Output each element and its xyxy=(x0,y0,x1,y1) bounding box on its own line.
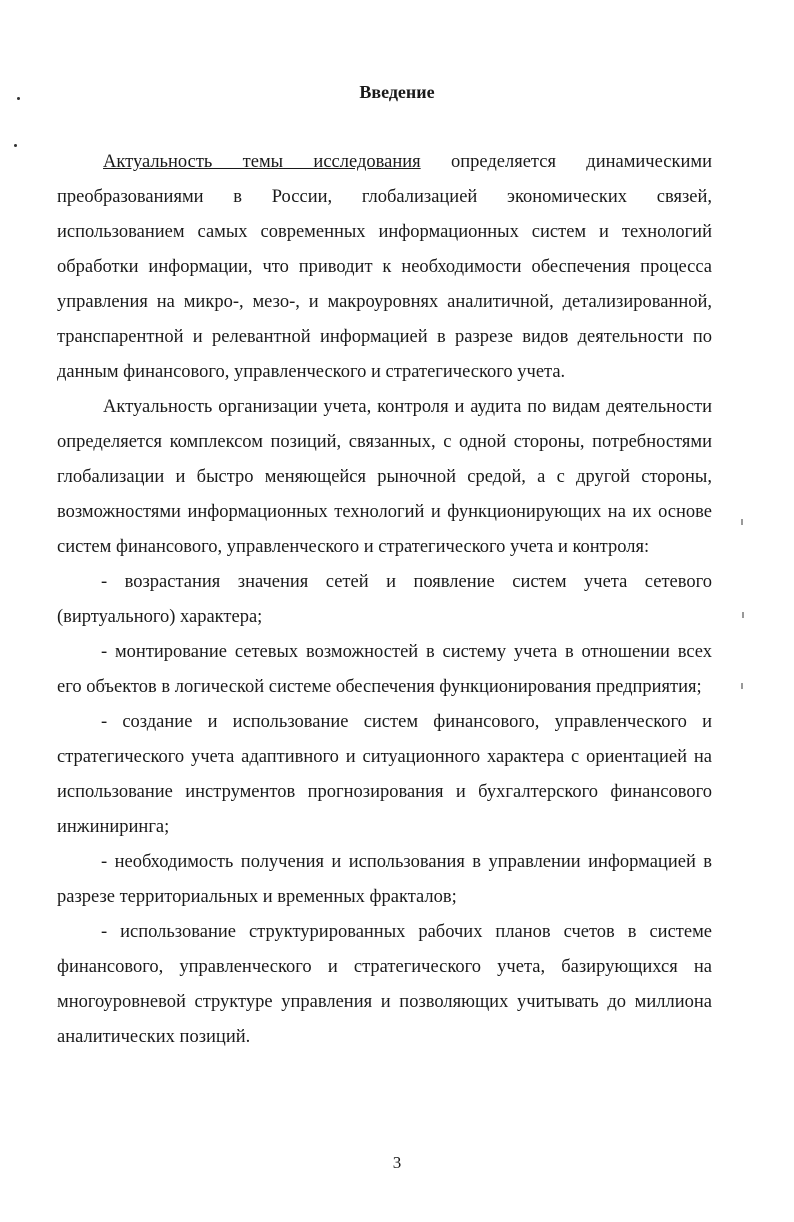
scan-speck xyxy=(742,612,744,618)
underlined-lead: Актуальность темы исследования xyxy=(103,152,421,172)
list-item: - использование структурированных рабочих планов счетов в системе финансового, управленческого и стратегического учета, базирующихся на многоуровневой структуре управления и позволяющих учитывать до миллиона аналитических позиций. xyxy=(57,922,712,1047)
page-title: Введение xyxy=(359,82,435,102)
list-item: - необходимость получения и использования в управлении информацией в разрезе территориальных и временных фракталов; xyxy=(57,852,712,907)
paragraph-text: определяется динамическими преобразованиями в России, глобализацией экономических связей, использованием самых современных информационных систем и технологий обработки информации, что приводит к необходимости обеспечения процесса управления на микро-, мезо-, и макроуровнях аналитичной, детализированной, транспарентной и релевантной информацией в разрезе видов деятельности по данным финансового, управленческого и стратегического учета. xyxy=(57,152,712,382)
list-item: - создание и использование систем финансового, управленческого и стратегического учета адаптивного и ситуационного характера с ориентацией на использование инструментов прогнозирования и бухгалтерского финансового инжиниринга; xyxy=(57,712,712,837)
scan-speck xyxy=(741,683,743,689)
page-number: 3 xyxy=(392,1153,402,1172)
paragraph xyxy=(57,145,712,390)
list-item: - монтирование сетевых возможностей в систему учета в отношении всех его объектов в логической системе обеспечения функционирования предприятия; xyxy=(57,642,712,697)
list-item: - возрастания значения сетей и появление систем учета сетевого (виртуального) характера; xyxy=(57,572,712,627)
paragraph: Актуальность организации учета, контроля и аудита по видам деятельности определяется комплексом позиций, связанных, с одной стороны, потребностями глобализации и быстро меняющейся рыночной средой, а с другой стороны, возможностями информационных технологий и функционирующих на их основе систем финансового, управленческого и стратегического учета и контроля: xyxy=(57,397,712,557)
body-text xyxy=(57,145,712,1055)
scan-mark xyxy=(14,144,17,147)
scan-speck xyxy=(741,519,743,525)
